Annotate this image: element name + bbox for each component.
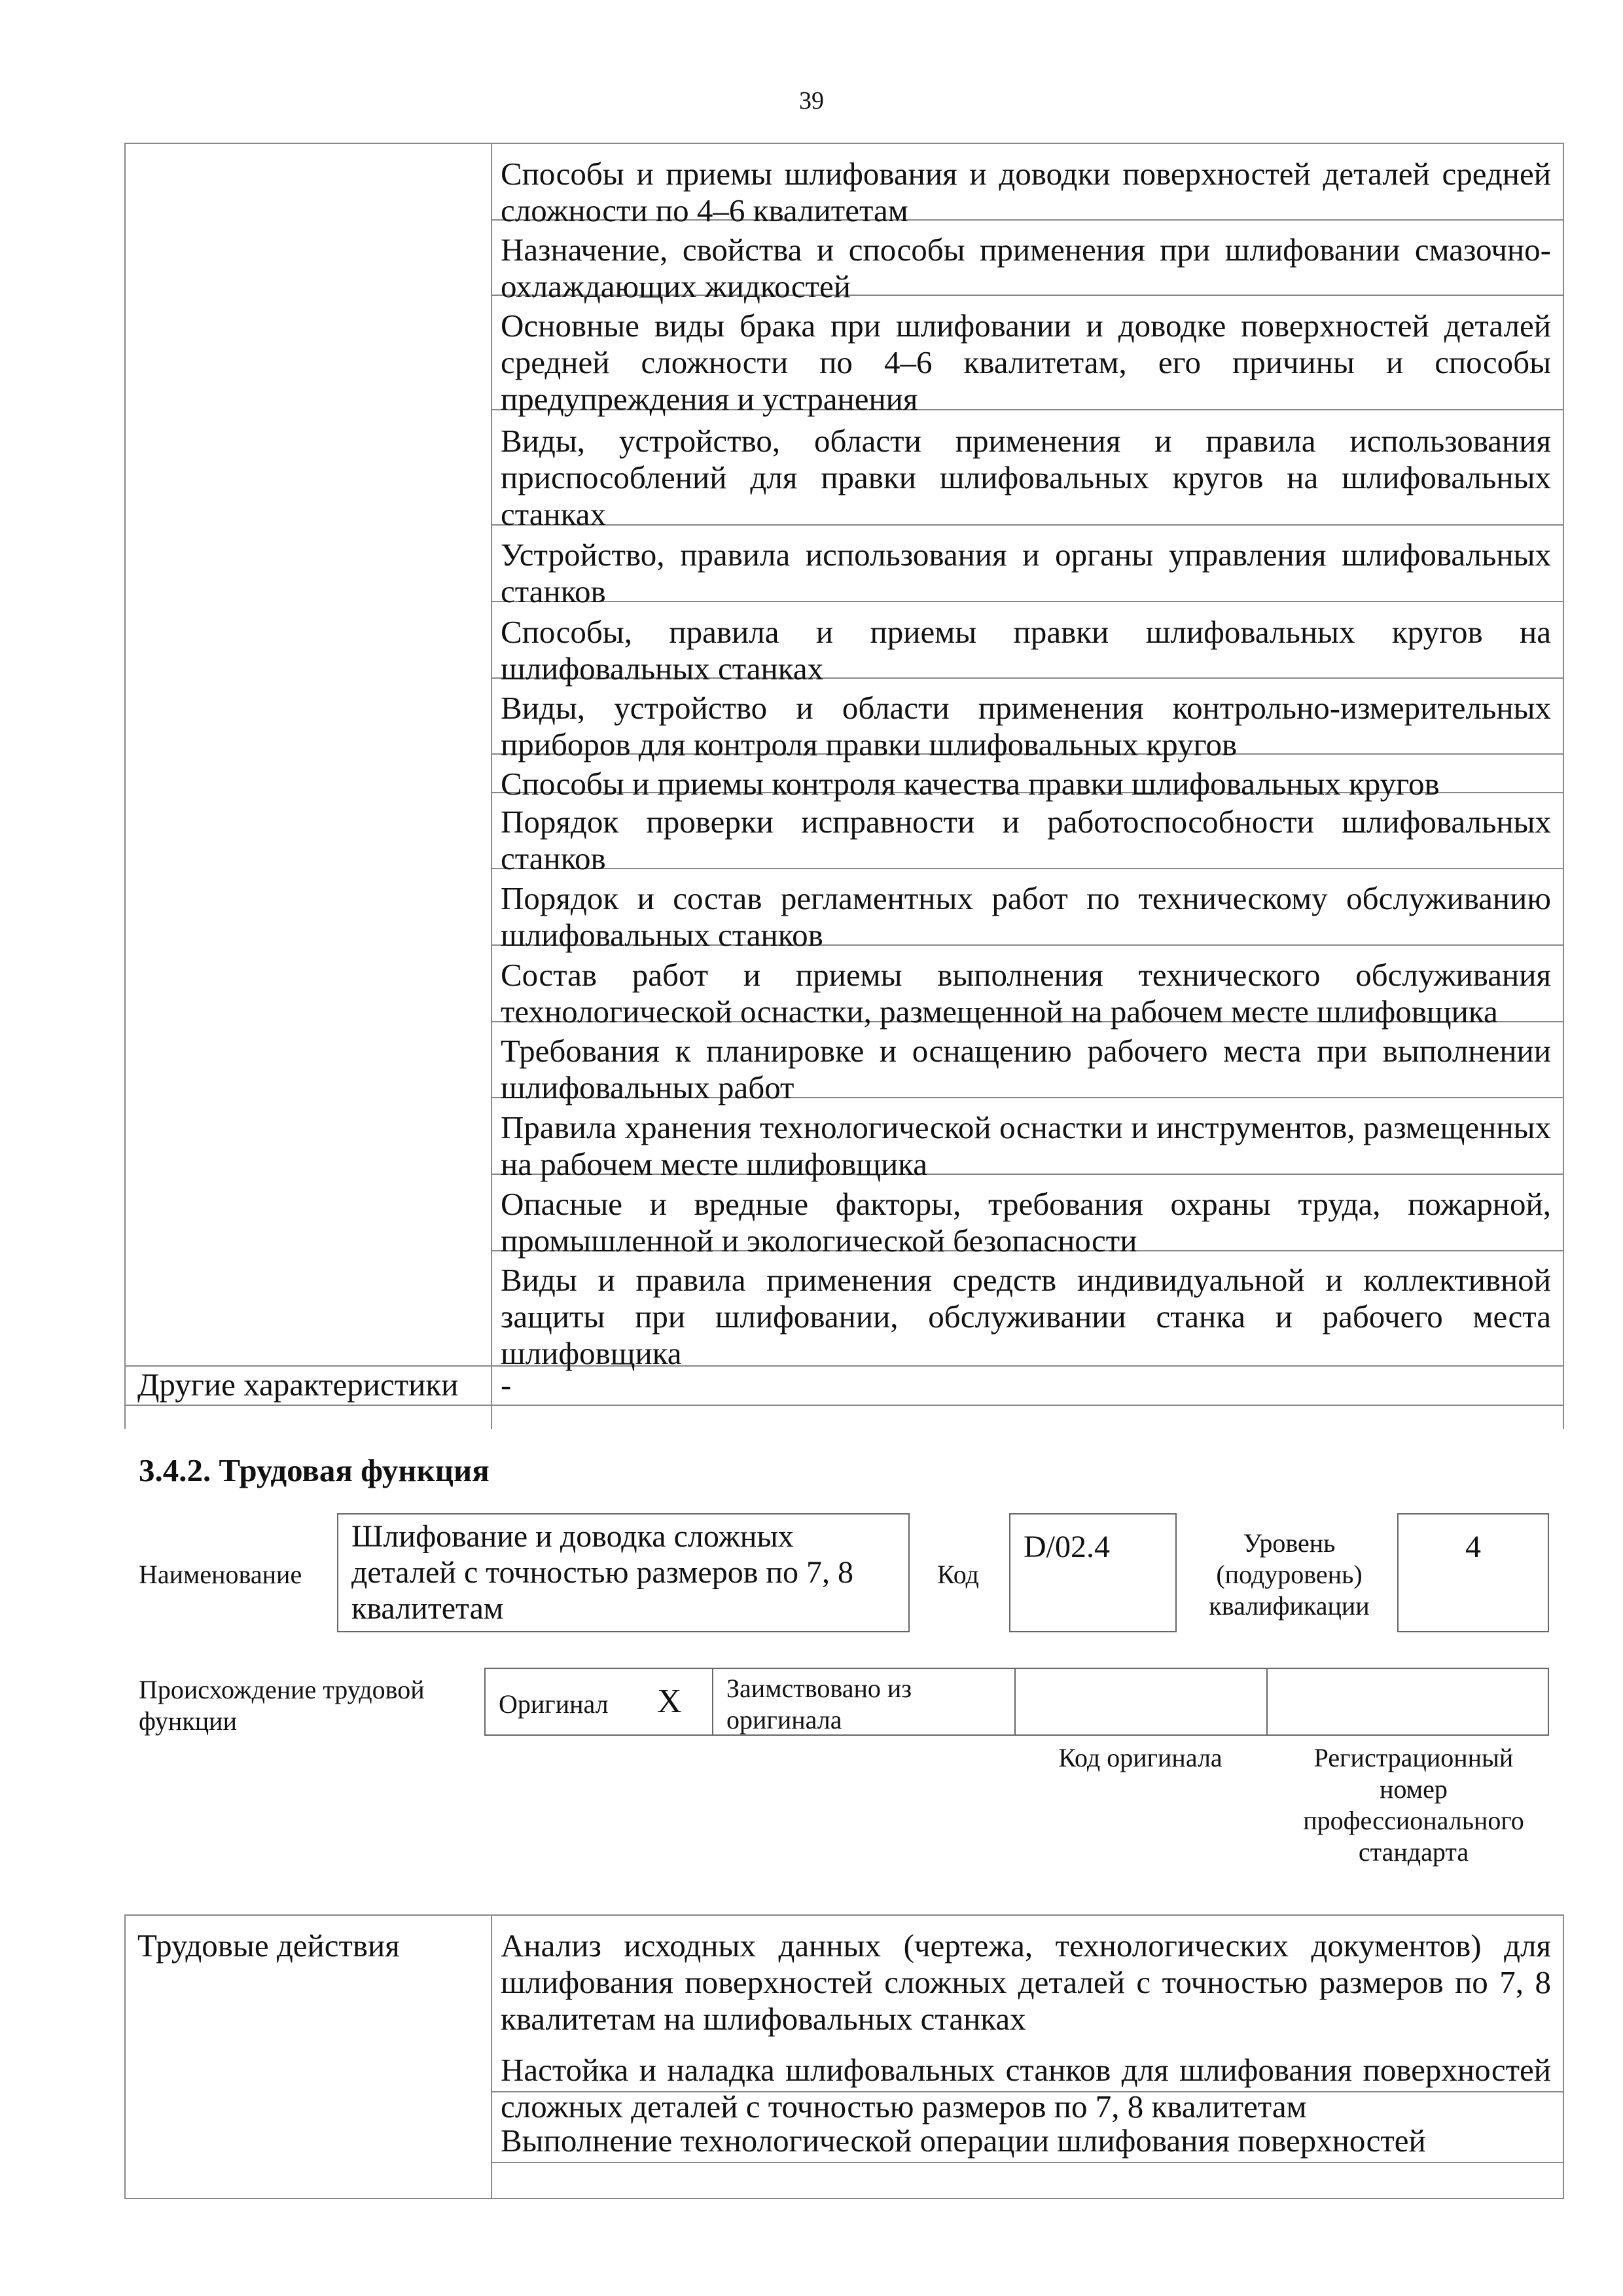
table-border-bottom (124, 2198, 1564, 2199)
knowledge-table (124, 143, 1564, 1429)
table-cell: Способы, правила и приемы правки шлифовальных кругов на шлифовальных станках (501, 614, 1551, 687)
page-number: 39 (799, 87, 824, 115)
table-cell: Состав работ и приемы выполнения технического обслуживания технологической оснастки, размещенной на рабочем месте шлифовщика (501, 957, 1551, 1030)
function-code: D/02.4 (1009, 1513, 1177, 1632)
original-mark: X (657, 1683, 682, 1720)
table-border-left (124, 143, 126, 1429)
table-cell: Порядок и состав регламентных работ по техническому обслуживанию шлифовальных станков (501, 880, 1551, 953)
origin-box (484, 1668, 1549, 1736)
original-label: Оригинал (499, 1689, 609, 1719)
row-divider (124, 1914, 1564, 1916)
table-cell: Требования к планировке и оснащению рабочего места при выполнении шлифовальных работ (501, 1033, 1551, 1105)
labor-actions-table (124, 1914, 1564, 2199)
table-cell: Опасные и вредные факторы, требования охраны труда, пожарной, промышленной и экологической безопасности (501, 1186, 1551, 1259)
table-border-left (124, 1914, 126, 2199)
table-cell: Правила хранения технологической оснастки и инструментов, размещенных на рабочем месте шлифовщика (501, 1109, 1551, 1182)
name-label: Наименование (139, 1560, 302, 1589)
row-divider (124, 143, 1564, 144)
original-code-caption: Код оригинала (1058, 1743, 1222, 1772)
table-cell: Устройство, правила использования и органы управления шлифовальных станков (501, 537, 1551, 609)
table-border-right (1563, 1914, 1564, 2199)
origin-divider (1014, 1669, 1016, 1734)
qualification-level: 4 (1397, 1513, 1549, 1632)
level-label: Уровень (подуровень) квалификации (1209, 1528, 1370, 1621)
registration-number-caption: Регистрационный номер профессионального стандарта (1303, 1743, 1524, 1867)
table-border-bottom (124, 1405, 1564, 1406)
origin-divider (712, 1669, 713, 1734)
table-cell: Основные виды брака при шлифовании и доводке поверхностей деталей средней сложности по 4–6 квалитетам, его причины и способы предупреждения и устранения (501, 308, 1551, 417)
table-column-divider (491, 1914, 492, 2199)
labor-actions-label: Трудовые действия (137, 1928, 400, 1964)
table-border-right (1563, 143, 1564, 1429)
borrowed-label: Заимствовано из оригинала (726, 1674, 912, 1734)
other-characteristics-label: Другие характеристики (137, 1367, 459, 1403)
origin-divider (1266, 1669, 1268, 1734)
table-cell: Виды, устройство и области применения контрольно-измерительных приборов для контроля правки шлифовальных кругов (501, 690, 1551, 762)
origin-label: Происхождение трудовой функции (139, 1675, 425, 1736)
table-cell: Анализ исходных данных (чертежа, технологических документов) для шлифования поверхностей сложных деталей с точностью размеров по 7, 8 квалитетам на шлифовальных станках (501, 1928, 1551, 2037)
section-heading: 3.4.2. Трудовая функция (139, 1452, 490, 1488)
table-cell: Настойка и наладка шлифовальных станков для шлифования поверхностей сложных деталей с точностью размеров по 7, 8 квалитетам (501, 2052, 1551, 2125)
function-name: Шлифование и доводка сложных деталей с точностью размеров по 7, 8 квалитетам (337, 1513, 910, 1632)
table-cell: Способы и приемы шлифования и доводки поверхностей деталей средней сложности по 4–6 квалитетам (501, 156, 1551, 228)
table-cell: Виды и правила применения средств индивидуальной и коллективной защиты при шлифовании, обслуживании станка и рабочего места шлифовщика (501, 1262, 1551, 1371)
table-cell: Способы и приемы контроля качества правки шлифовальных кругов (501, 766, 1440, 802)
row-divider (491, 2162, 1564, 2163)
table-cell: Виды, устройство, области применения и правила использования приспособлений для правки шлифовальных кругов на шлифовальных станках (501, 423, 1551, 532)
code-label: Код (937, 1560, 979, 1589)
table-column-divider (491, 143, 492, 1429)
table-cell: Назначение, свойства и способы применения при шлифовании смазочно-охлаждающих жидкостей (501, 232, 1551, 304)
other-characteristics-value: - (501, 1367, 512, 1403)
table-cell: Выполнение технологической операции шлифования поверхностей (501, 2123, 1426, 2159)
table-cell: Порядок проверки исправности и работоспособности шлифовальных станков (501, 804, 1551, 876)
